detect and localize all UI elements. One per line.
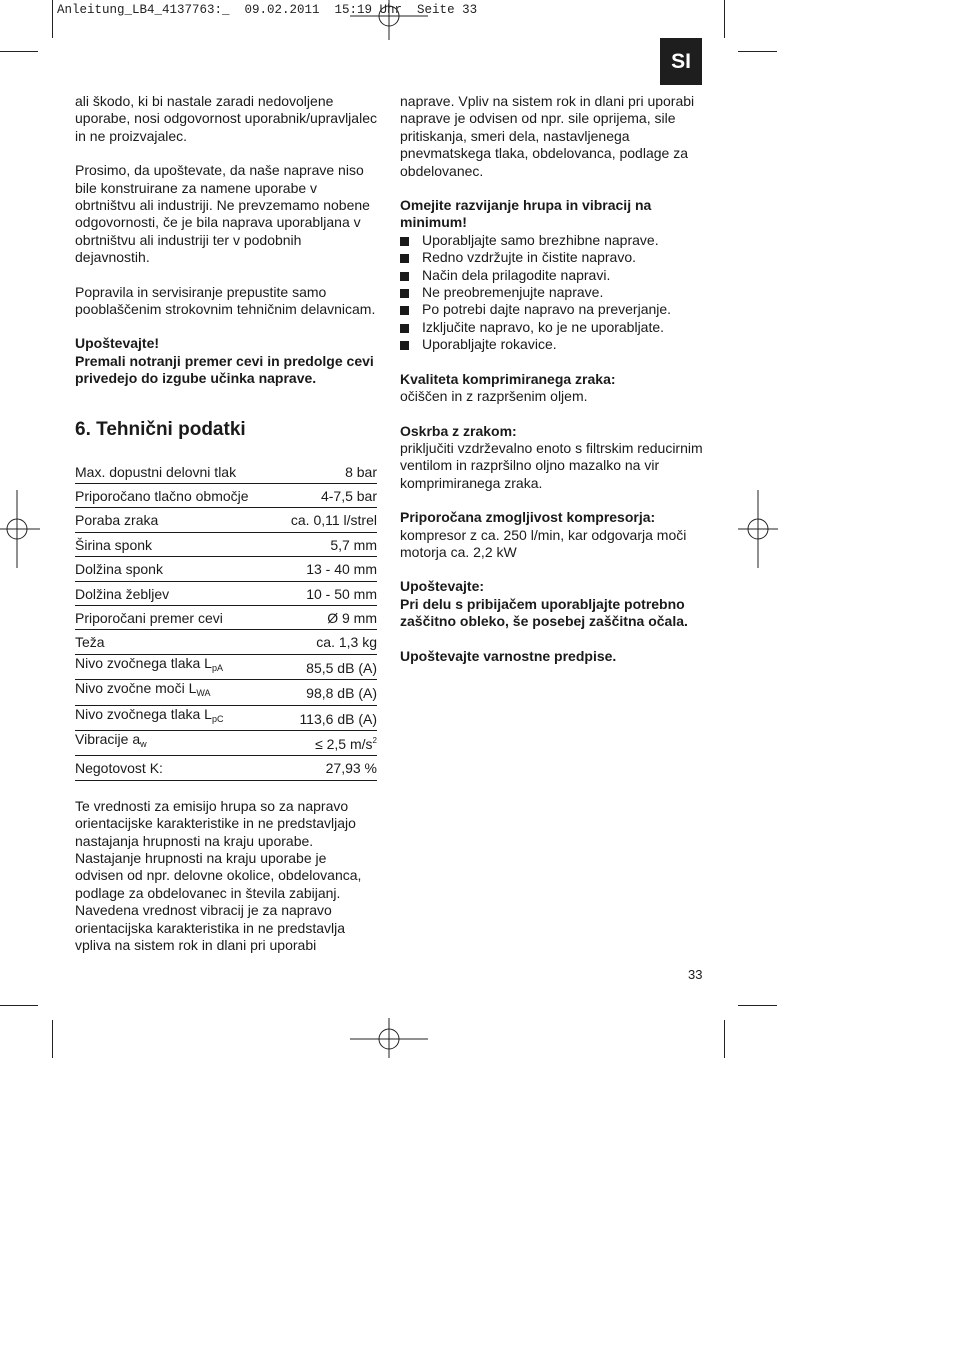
spec-label: Teža: [75, 630, 277, 654]
spec-value: 27,93 %: [277, 756, 377, 780]
spec-value: 113,6 dB (A): [277, 705, 377, 730]
spec-label: Dolžina sponk: [75, 557, 277, 581]
spec-label: Nivo zvočnega tlaka $L_{pC}$: [75, 705, 277, 730]
spec-value: 8 bar: [277, 460, 377, 484]
note-text: Premali notranji premer cevi in predolge cevi privedejo do izgube učinka naprave.: [75, 352, 374, 387]
table-row: [75, 508, 377, 532]
print-slug: Anleitung_LB4_4137763:_ 09.02.2011 15:19 Uhr Seite 33: [57, 3, 478, 17]
safety-note: Upoštevajte varnostne predpise.: [400, 647, 617, 664]
spec-value: 98,8 dB (A): [277, 680, 377, 705]
table-row: [75, 557, 377, 581]
spec-label: Negotovost K:: [75, 756, 277, 780]
subheading: Kvaliteta komprimiranega zraka:: [400, 370, 616, 387]
list-item: Izključite napravo, ko je ne uporabljate.: [400, 319, 705, 336]
spec-label: Nivo zvočnega tlaka $L_{pA}$: [75, 654, 277, 679]
paragraph: Te vrednosti za emisijo hrupa so za napravo orientacijske karakteristike in ne predstavljajo nastajanja hrupnosti na kraju uporabe. Nastajanje hrupnosti na kraju uporabe je odvisen od npr. delovne okolice, obdelovanca, podlage za obdelovanec in števila zabijanj. Navedena vrednost vibracij je za napravo orientacijska karakteristika in ne predstavlja vpliva na sistem rok in dlani pri uporabi: [75, 797, 362, 954]
spec-label: Poraba zraka: [75, 508, 277, 532]
note-title: Upoštevajte!: [75, 335, 160, 352]
table-row: [75, 606, 377, 630]
spec-value: 4-7,5 bar: [277, 484, 377, 508]
crop-mark: [52, 1020, 53, 1058]
page-number: 33: [688, 967, 703, 982]
table-row: [75, 581, 377, 605]
list-item: Uporabljajte samo brezhibne naprave.: [400, 232, 705, 249]
right-column: [400, 93, 705, 665]
table-row: [75, 731, 377, 756]
bullet-list: [400, 232, 705, 354]
spec-label: Nivo zvočne moči $L_{WA}$: [75, 680, 277, 705]
crop-mark: [52, 0, 53, 38]
table-row: [75, 630, 377, 654]
subheading: Priporočana zmogljivost kompresorja:: [400, 509, 656, 526]
subheading: Oskrba z zrakom:: [400, 422, 517, 439]
registration-mark-right: [738, 490, 778, 568]
table-row: [75, 705, 377, 730]
spec-value: 5,7 mm: [277, 532, 377, 556]
spec-value: 10 - 50 mm: [277, 581, 377, 605]
crop-mark: [724, 0, 725, 38]
section-title: 6. Tehnični podatki: [75, 418, 246, 440]
list-item: Način dela prilagodite napravi.: [400, 267, 705, 284]
crop-mark: [0, 51, 38, 52]
crop-mark: [738, 1005, 777, 1006]
note-title: Upoštevajte:: [400, 578, 485, 595]
left-column: [75, 93, 377, 954]
table-row: [75, 484, 377, 508]
table-row: [75, 756, 377, 780]
table-row: [75, 532, 377, 556]
list-item: Uporabljajte rokavice.: [400, 336, 705, 353]
language-badge: SI: [660, 38, 702, 85]
table-row: [75, 654, 377, 679]
list-item: Ne preobremenjujte naprave.: [400, 284, 705, 301]
table-row: [75, 680, 377, 705]
spec-value: 13 - 40 mm: [277, 557, 377, 581]
spec-label: Dolžina žebljev: [75, 581, 277, 605]
spec-value: ca. 0,11 l/strel: [277, 508, 377, 532]
specs-table: [75, 460, 377, 781]
crop-mark: [738, 51, 777, 52]
paragraph: Prosimo, da upoštevate, da naše naprave niso bile konstruirane za namene uporabe v obrtništvu ali industriji. Ne prevzemamo nobene odgovornosti, če je bila naprava uporabljana v obrtništvu ali industriji ter v podobnih dejavnostih.: [75, 162, 370, 266]
paragraph: priključiti vzdrževalno enoto s filtrskim reducirnim ventilom in razpršilno oljno mazalko na vir komprimiranega zraka.: [400, 439, 703, 491]
spec-value: ca. 1,3 kg: [277, 630, 377, 654]
list-item: Redno vzdržujte in čistite napravo.: [400, 249, 705, 266]
paragraph: kompresor z ca. 250 l/min, kar odgovarja moči motorja ca. 2,2 kW: [400, 526, 687, 560]
registration-mark-top: [350, 0, 428, 40]
spec-value: Ø 9 mm: [277, 606, 377, 630]
list-item: Po potrebi dajte napravo na preverjanje.: [400, 301, 705, 318]
spec-label: Vibracije $a_w$: [75, 731, 277, 756]
spec-label: Priporočani premer cevi: [75, 606, 277, 630]
subheading: Omejite razvijanje hrupa in vibracij na minimum!: [400, 197, 652, 231]
paragraph: ali škodo, ki bi nastale zaradi nedovoljene uporabe, nosi odgovornost uporabnik/upravljalec in ne proizvajalec.: [75, 93, 377, 144]
table-row: [75, 460, 377, 484]
paragraph: Popravila in servisiranje prepustite samo pooblaščenim strokovnim tehničnim delavnicam.: [75, 283, 376, 318]
paragraph: očiščen in z razpršenim oljem.: [400, 388, 588, 405]
registration-mark-left: [0, 490, 40, 568]
crop-mark: [0, 1005, 38, 1006]
spec-label: Širina sponk: [75, 532, 277, 556]
paragraph: naprave. Vpliv na sistem rok in dlani pri uporabi naprave je odvisen od npr. sile oprijema, sile pritiskanja, smeri dela, nastavljenega pnevmatskega tlaka, obdelovanca, podlage za obdelovanec.: [400, 93, 695, 179]
spec-value: ≤ 2,5 $m/s^2$: [277, 731, 377, 756]
note-text: Pri delu s pribijačem uporabljajte potrebno zaščitno obleko, še posebej zaščitna očala.: [400, 595, 688, 630]
spec-label: Priporočano tlačno območje: [75, 484, 277, 508]
registration-mark-bottom: [350, 1018, 428, 1058]
spec-value: 85,5 dB (A): [277, 654, 377, 679]
spec-label: Max. dopustni delovni tlak: [75, 460, 277, 484]
crop-mark: [724, 1020, 725, 1058]
